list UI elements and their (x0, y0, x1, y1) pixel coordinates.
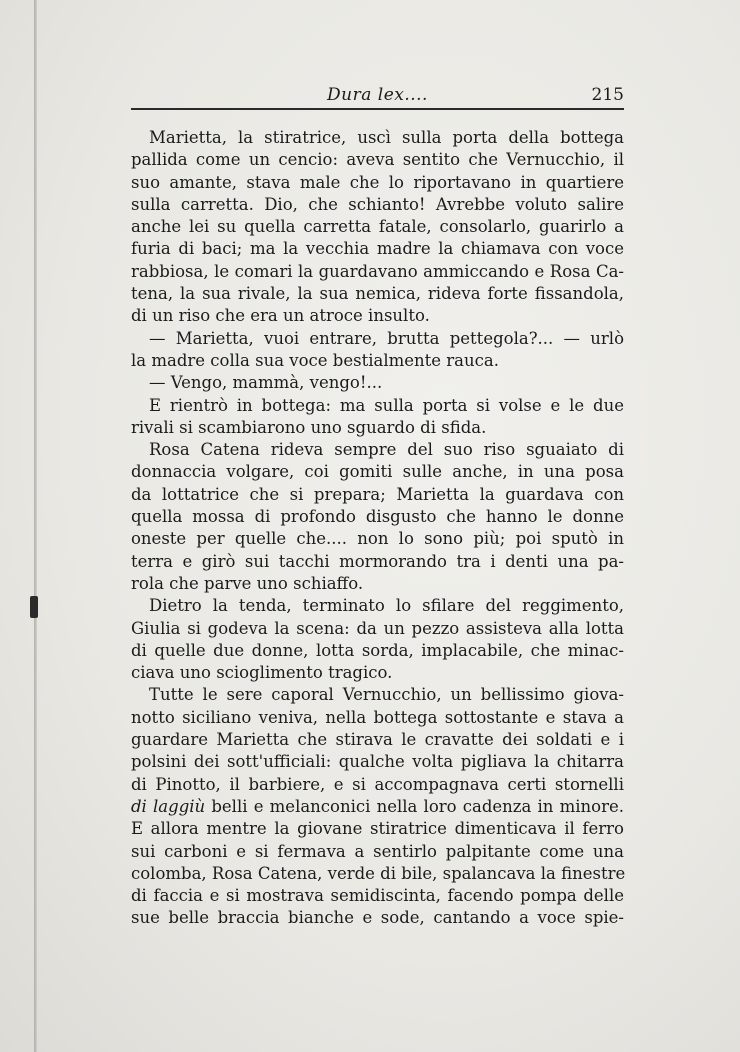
text-line (131, 885, 624, 907)
text-line (131, 528, 624, 550)
text-line (131, 172, 624, 194)
line-text: sue belle braccia bianche e sode, cantando a voce spie- (131, 908, 624, 928)
page-spine-shadow (34, 0, 37, 1052)
line-text: ciava uno scioglimento tragico. (131, 663, 393, 683)
text-line (131, 506, 624, 528)
text-line (131, 395, 624, 417)
line-text: Dietro la tenda, terminato lo sfilare del reggimento, (149, 596, 624, 616)
text-line (131, 149, 624, 171)
line-text: di faccia e si mostrava semidiscinta, facendo pompa delle (131, 886, 624, 906)
line-text: di un riso che era un atroce insulto. (131, 306, 430, 326)
line-text: — Marietta, vuoi entrare, brutta pettegola?... — urlò (149, 328, 624, 348)
text-line (131, 573, 624, 595)
text-line (131, 729, 624, 751)
line-text: Giulia si godeva la scena: da un pezzo assisteva alla lotta (131, 618, 624, 638)
line-text: sui carboni e si fermava a sentirlo palpitante come una (131, 841, 624, 861)
text-line (131, 863, 624, 885)
line-text: E allora mentre la giovane stiratrice dimenticava il ferro (131, 819, 624, 839)
body-text (131, 127, 624, 930)
line-text: furia di baci; ma la vecchia madre la chiamava con voce (131, 239, 624, 259)
text-line (131, 417, 624, 439)
text-line (131, 261, 624, 283)
text-line (131, 662, 624, 684)
line-text: la madre colla sua voce bestialmente rauca. (131, 350, 499, 370)
text-line (131, 328, 624, 350)
line-text: da lottatrice che si prepara; Marietta la guardava con (131, 484, 624, 504)
line-text: E rientrò in bottega: ma sulla porta si volse e le due (149, 395, 624, 415)
line-text: suo amante, stava male che lo riportavano in quartiere (131, 172, 624, 192)
line-text: rola che parve uno schiaffo. (131, 573, 364, 593)
text-line (131, 841, 624, 863)
line-text: polsini dei sott'ufficiali: qualche volta pigliava la chitarra (131, 752, 624, 772)
line-text: rabbiosa, le comari la guardavano ammiccando e Rosa Ca- (131, 261, 624, 281)
text-line (131, 238, 624, 260)
line-text: belli e melanconici nella loro cadenza in minore. (205, 796, 624, 816)
text-line (131, 751, 624, 773)
line-text: oneste per quelle che.... non lo sono più; poi sputò in (131, 529, 624, 549)
page-number: 215 (591, 85, 624, 105)
line-text: terra e girò sui tacchi mormorando tra i denti una pa- (131, 551, 624, 571)
text-line (131, 707, 624, 729)
text-line (131, 618, 624, 640)
line-text: tena, la sua rivale, la sua nemica, rideva forte fissandola, (131, 284, 624, 304)
line-text: Tutte le sere caporal Vernucchio, un bellissimo giova- (149, 685, 624, 705)
text-line (131, 439, 624, 461)
header-rule (131, 108, 624, 110)
line-text: Rosa Catena rideva sempre del suo riso sguaiato di (149, 440, 624, 460)
line-text: guardare Marietta che stirava le cravatte dei soldati e i (131, 730, 624, 750)
line-text: pallida come un cencio: aveva sentito che Vernucchio, il (131, 150, 624, 170)
text-line (131, 684, 624, 706)
text-line (131, 818, 624, 840)
text-line (131, 283, 624, 305)
text-line (131, 216, 624, 238)
line-text: rivali si scambiarono uno sguardo di sfida. (131, 417, 487, 437)
text-line (131, 551, 624, 573)
text-line (131, 796, 624, 818)
line-text: anche lei su quella carretta fatale, consolarlo, guarirlo a (131, 217, 624, 237)
text-line (131, 194, 624, 216)
page-edge-mark (30, 596, 38, 618)
line-text: di quelle due donne, lotta sorda, implacabile, che minac- (131, 640, 624, 660)
text-line (131, 461, 624, 483)
line-text: di Pinotto, il barbiere, e si accompagnava certi stornelli (131, 774, 624, 794)
line-text: notto siciliano veniva, nella bottega sottostante e stava a (131, 707, 624, 727)
running-title: Dura lex.... (327, 85, 428, 105)
text-line (131, 907, 624, 929)
text-line (131, 372, 624, 394)
italic-phrase: di laggiù (131, 796, 206, 816)
line-text: sulla carretta. Dio, che schianto! Avrebbe voluto salire (131, 194, 624, 214)
text-line (131, 350, 624, 372)
line-text: quella mossa di profondo disgusto che hanno le donne (131, 507, 624, 527)
text-line (131, 484, 624, 506)
line-text: Marietta, la stiratrice, uscì sulla porta della bottega (149, 128, 624, 147)
text-line (131, 127, 624, 149)
text-line (131, 595, 624, 617)
text-line (131, 305, 624, 327)
line-text: — Vengo, mammà, vengo!... (149, 373, 383, 393)
text-line (131, 640, 624, 662)
page-header (131, 85, 624, 115)
line-text: colomba, Rosa Catena, verde di bile, spalancava la finestre (131, 863, 626, 883)
text-line (131, 774, 624, 796)
line-text: donnaccia volgare, coi gomiti sulle anche, in una posa (131, 462, 624, 482)
